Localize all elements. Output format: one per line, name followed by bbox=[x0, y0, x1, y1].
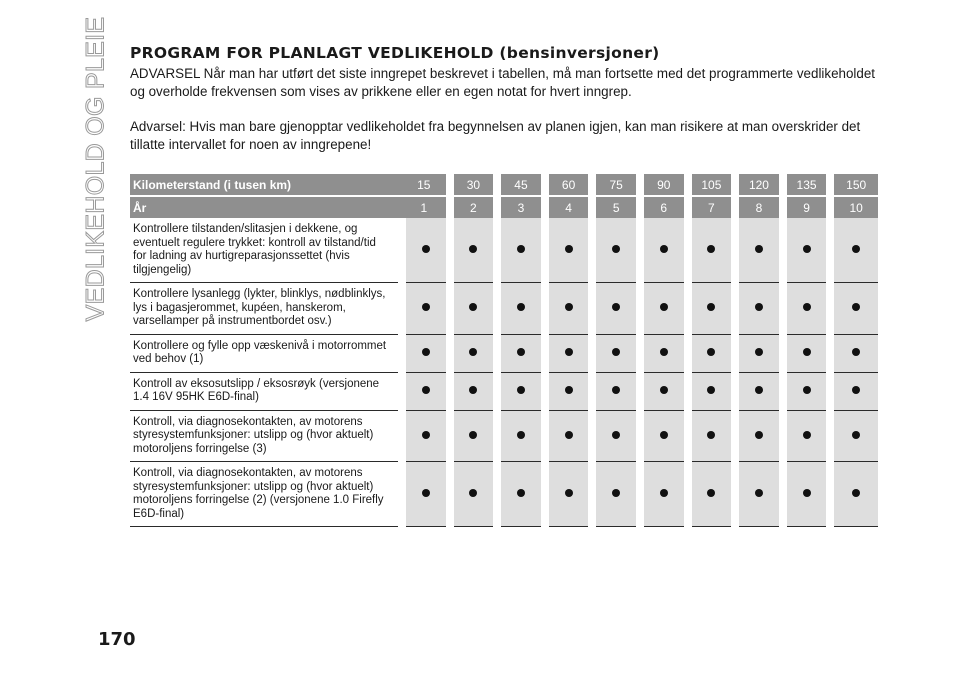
schedule-cell bbox=[783, 372, 831, 410]
schedule-cell bbox=[640, 218, 688, 283]
bullet-icon bbox=[755, 303, 763, 311]
schedule-cell bbox=[783, 462, 831, 527]
schedule-cell bbox=[735, 372, 783, 410]
mileage-value: 135 bbox=[783, 174, 831, 196]
year-value: 4 bbox=[545, 196, 593, 218]
bullet-icon bbox=[612, 489, 620, 497]
mileage-value: 30 bbox=[450, 174, 498, 196]
bullet-icon bbox=[469, 303, 477, 311]
schedule-cell bbox=[497, 410, 545, 462]
inspection-item-label: Kontroll, via diagnosekontakten, av motorens styresystemfunksjoner: utslipp og (hvor aktuelt) motoroljens forringelse (2) (versjonene 1.0 Firefly E6D-final) bbox=[130, 462, 402, 527]
schedule-cell bbox=[688, 283, 736, 335]
page-heading: PROGRAM FOR PLANLAGT VEDLIKEHOLD (bensinversjoner) bbox=[130, 44, 660, 62]
table-row bbox=[130, 462, 878, 527]
bullet-icon bbox=[517, 303, 525, 311]
schedule-cell bbox=[688, 334, 736, 372]
bullet-icon bbox=[707, 348, 715, 356]
inspection-item-label: Kontrollere tilstanden/slitasjen i dekkene, og eventuelt regulere trykket: kontroll av tilstand/tid for ladning av hurtigreparasjonssettet (hvis tilgjengelig) bbox=[130, 218, 402, 283]
schedule-cell bbox=[402, 410, 450, 462]
schedule-cell bbox=[830, 410, 878, 462]
bullet-icon bbox=[612, 245, 620, 253]
bullet-icon bbox=[469, 489, 477, 497]
year-value: 2 bbox=[450, 196, 498, 218]
schedule-cell bbox=[592, 372, 640, 410]
bullet-icon bbox=[852, 348, 860, 356]
schedule-cell bbox=[735, 218, 783, 283]
bullet-icon bbox=[517, 386, 525, 394]
schedule-cell bbox=[830, 218, 878, 283]
mileage-value: 15 bbox=[402, 174, 450, 196]
inspection-item-label: Kontroll av eksosutslipp / eksosrøyk (versjonene 1.4 16V 95HK E6D-final) bbox=[130, 372, 402, 410]
schedule-cell bbox=[545, 283, 593, 335]
schedule-cell bbox=[688, 462, 736, 527]
bullet-icon bbox=[803, 348, 811, 356]
schedule-cell bbox=[450, 462, 498, 527]
schedule-cell bbox=[450, 218, 498, 283]
bullet-icon bbox=[660, 245, 668, 253]
schedule-cell bbox=[640, 410, 688, 462]
bullet-icon bbox=[852, 489, 860, 497]
schedule-cell bbox=[497, 283, 545, 335]
schedule-cell bbox=[497, 462, 545, 527]
bullet-icon bbox=[755, 348, 763, 356]
bullet-icon bbox=[803, 245, 811, 253]
year-value: 3 bbox=[497, 196, 545, 218]
schedule-cell bbox=[592, 462, 640, 527]
bullet-icon bbox=[707, 245, 715, 253]
year-header-row bbox=[130, 196, 878, 218]
schedule-cell bbox=[783, 410, 831, 462]
bullet-icon bbox=[422, 245, 430, 253]
schedule-cell bbox=[450, 283, 498, 335]
bullet-icon bbox=[612, 303, 620, 311]
bullet-icon bbox=[422, 303, 430, 311]
table-row bbox=[130, 410, 878, 462]
bullet-icon bbox=[517, 489, 525, 497]
bullet-icon bbox=[565, 386, 573, 394]
inspection-item-label: Kontrollere lysanlegg (lykter, blinklys, nødblinklys, lys i bagasjerommet, kupéen, hanskerom, varsellamper på instrumentbordet osv.) bbox=[130, 283, 402, 335]
schedule-cell bbox=[592, 283, 640, 335]
inspection-item-label: Kontroll, via diagnosekontakten, av motorens styresystemfunksjoner: utslipp og (hvor aktuelt) motoroljens forringelse (3) bbox=[130, 410, 402, 462]
section-side-label bbox=[78, 16, 114, 322]
year-value: 5 bbox=[592, 196, 640, 218]
bullet-icon bbox=[469, 431, 477, 439]
schedule-cell bbox=[830, 283, 878, 335]
schedule-cell bbox=[545, 410, 593, 462]
bullet-icon bbox=[803, 386, 811, 394]
schedule-cell bbox=[688, 218, 736, 283]
mileage-value: 60 bbox=[545, 174, 593, 196]
schedule-cell bbox=[450, 372, 498, 410]
schedule-cell bbox=[735, 462, 783, 527]
schedule-cell bbox=[592, 410, 640, 462]
schedule-cell bbox=[402, 372, 450, 410]
bullet-icon bbox=[755, 489, 763, 497]
year-value: 6 bbox=[640, 196, 688, 218]
bullet-icon bbox=[660, 348, 668, 356]
bullet-icon bbox=[660, 303, 668, 311]
bullet-icon bbox=[469, 245, 477, 253]
bullet-icon bbox=[565, 303, 573, 311]
inspection-item-label: Kontrollere og fylle opp væskenivå i motorrommet ved behov (1) bbox=[130, 334, 402, 372]
mileage-header-row bbox=[130, 174, 878, 196]
bullet-icon bbox=[755, 245, 763, 253]
bullet-icon bbox=[612, 431, 620, 439]
page-number: 170 bbox=[98, 629, 136, 650]
mileage-value: 45 bbox=[497, 174, 545, 196]
page-content bbox=[130, 44, 878, 527]
year-value: 8 bbox=[735, 196, 783, 218]
year-value: 7 bbox=[688, 196, 736, 218]
bullet-icon bbox=[422, 386, 430, 394]
schedule-cell bbox=[783, 218, 831, 283]
mileage-value: 75 bbox=[592, 174, 640, 196]
schedule-cell bbox=[830, 334, 878, 372]
year-value: 10 bbox=[830, 196, 878, 218]
schedule-cell bbox=[688, 410, 736, 462]
bullet-icon bbox=[517, 348, 525, 356]
schedule-cell bbox=[783, 283, 831, 335]
bullet-icon bbox=[755, 431, 763, 439]
bullet-icon bbox=[660, 431, 668, 439]
schedule-rows bbox=[130, 218, 878, 527]
bullet-icon bbox=[803, 431, 811, 439]
schedule-cell bbox=[735, 283, 783, 335]
schedule-cell bbox=[402, 462, 450, 527]
bullet-icon bbox=[422, 489, 430, 497]
bullet-icon bbox=[565, 245, 573, 253]
schedule-cell bbox=[735, 334, 783, 372]
bullet-icon bbox=[517, 431, 525, 439]
mileage-value: 105 bbox=[688, 174, 736, 196]
bullet-icon bbox=[469, 348, 477, 356]
bullet-icon bbox=[660, 489, 668, 497]
schedule-cell bbox=[545, 372, 593, 410]
warning-paragraph: ADVARSEL Når man har utført det siste inngrepet beskrevet i tabellen, må man fortsette med det programmerte vedlikeholdet og overholde frekvensen som vises av prikkene eller en egen notat for hvert inngrep. bbox=[130, 66, 876, 99]
schedule-cell bbox=[640, 462, 688, 527]
year-value: 9 bbox=[783, 196, 831, 218]
year-header-label: År bbox=[130, 196, 402, 218]
section-title: VEDLIKEHOLD OG PLEIE bbox=[81, 16, 110, 322]
table-row bbox=[130, 372, 878, 410]
schedule-cell bbox=[545, 462, 593, 527]
bullet-icon bbox=[612, 348, 620, 356]
schedule-cell bbox=[450, 334, 498, 372]
table-row bbox=[130, 218, 878, 283]
bullet-icon bbox=[707, 303, 715, 311]
schedule-cell bbox=[592, 218, 640, 283]
bullet-icon bbox=[707, 386, 715, 394]
schedule-cell bbox=[640, 334, 688, 372]
bullet-icon bbox=[803, 303, 811, 311]
bullet-icon bbox=[707, 431, 715, 439]
year-value: 1 bbox=[402, 196, 450, 218]
bullet-icon bbox=[517, 245, 525, 253]
schedule-cell bbox=[830, 372, 878, 410]
bullet-icon bbox=[852, 303, 860, 311]
mileage-value: 120 bbox=[735, 174, 783, 196]
table-row bbox=[130, 283, 878, 335]
bullet-icon bbox=[852, 386, 860, 394]
schedule-cell bbox=[497, 372, 545, 410]
bullet-icon bbox=[565, 348, 573, 356]
bullet-icon bbox=[755, 386, 763, 394]
schedule-cell bbox=[640, 372, 688, 410]
schedule-cell bbox=[402, 283, 450, 335]
bullet-icon bbox=[660, 386, 668, 394]
bullet-icon bbox=[852, 431, 860, 439]
maintenance-schedule-table bbox=[130, 174, 878, 527]
schedule-cell bbox=[688, 372, 736, 410]
bullet-icon bbox=[803, 489, 811, 497]
schedule-cell bbox=[402, 334, 450, 372]
bullet-icon bbox=[612, 386, 620, 394]
bullet-icon bbox=[422, 348, 430, 356]
caution-paragraph: Advarsel: Hvis man bare gjenopptar vedlikeholdet fra begynnelsen av planen igjen, kan man risikere at man overskrider det tillatte intervallet for noen av inngrepene! bbox=[130, 119, 861, 152]
schedule-cell bbox=[830, 462, 878, 527]
schedule-cell bbox=[592, 334, 640, 372]
schedule-cell bbox=[545, 218, 593, 283]
bullet-icon bbox=[565, 489, 573, 497]
schedule-cell bbox=[783, 334, 831, 372]
table-row bbox=[130, 334, 878, 372]
bullet-icon bbox=[469, 386, 477, 394]
schedule-cell bbox=[450, 410, 498, 462]
mileage-value: 90 bbox=[640, 174, 688, 196]
bullet-icon bbox=[707, 489, 715, 497]
schedule-cell bbox=[545, 334, 593, 372]
mileage-header-label: Kilometerstand (i tusen km) bbox=[130, 174, 402, 196]
mileage-value: 150 bbox=[830, 174, 878, 196]
schedule-cell bbox=[497, 334, 545, 372]
bullet-icon bbox=[852, 245, 860, 253]
schedule-cell bbox=[402, 218, 450, 283]
schedule-cell bbox=[497, 218, 545, 283]
schedule-cell bbox=[735, 410, 783, 462]
bullet-icon bbox=[565, 431, 573, 439]
schedule-cell bbox=[640, 283, 688, 335]
bullet-icon bbox=[422, 431, 430, 439]
